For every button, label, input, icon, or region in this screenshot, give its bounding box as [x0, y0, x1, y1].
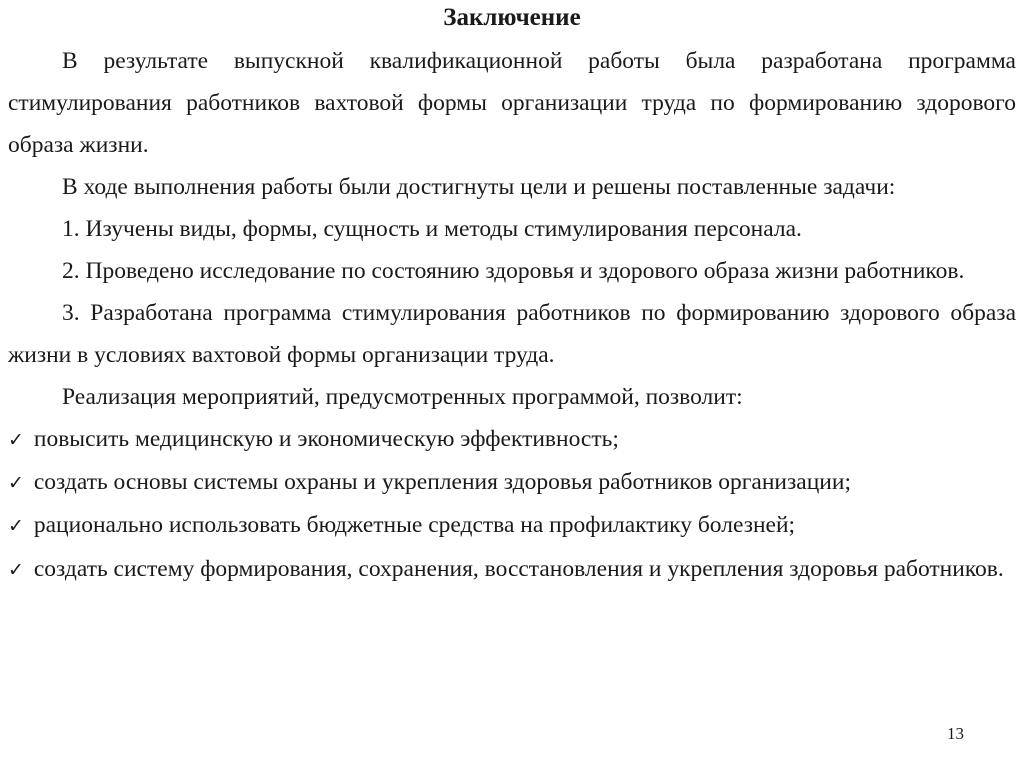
check-item-text: рационально использовать бюджетные средства на профилактику болезней; [33, 512, 796, 538]
slide-content [8, 40, 1016, 592]
task-item-1: 1. Изучены виды, формы, сущность и методы стимулирования персонала. [62, 216, 802, 242]
slide-title: Заключение [443, 4, 581, 31]
paragraph-result: В результате выпускной квалификационной работы была разработана программа стимулирования работников вахтовой формы организации труда по формированию здорового образа жизни. [8, 48, 1016, 158]
check-icon: ✓ [8, 559, 24, 581]
check-list-item [8, 418, 1016, 461]
check-item-text: повысить медицинскую и экономическую эффективность; [33, 426, 619, 452]
check-icon: ✓ [8, 515, 24, 537]
check-list-item [8, 547, 1016, 592]
check-item-text: создать систему формирования, сохранения, восстановления и укрепления здоровья работников. [33, 556, 1004, 582]
check-list-item [8, 504, 1016, 547]
check-icon: ✓ [8, 429, 24, 451]
task-item-3: 3. Разработана программа стимулирования работников по формированию здорового образа жизни в условиях вахтовой формы организации труда. [8, 300, 1016, 368]
check-icon: ✓ [8, 472, 24, 494]
page-number: 13 [947, 724, 964, 743]
paragraph-tasks-intro: В ходе выполнения работы были достигнуты цели и решены поставленные задачи: [62, 174, 896, 200]
check-item-text: создать основы системы охраны и укрепления здоровья работников организации; [33, 469, 851, 495]
task-item-2: 2. Проведено исследование по состоянию здоровья и здорового образа жизни работников. [62, 258, 965, 284]
paragraph-implementation: Реализация мероприятий, предусмотренных программой, позволит: [62, 384, 743, 410]
check-list-item [8, 461, 1016, 504]
